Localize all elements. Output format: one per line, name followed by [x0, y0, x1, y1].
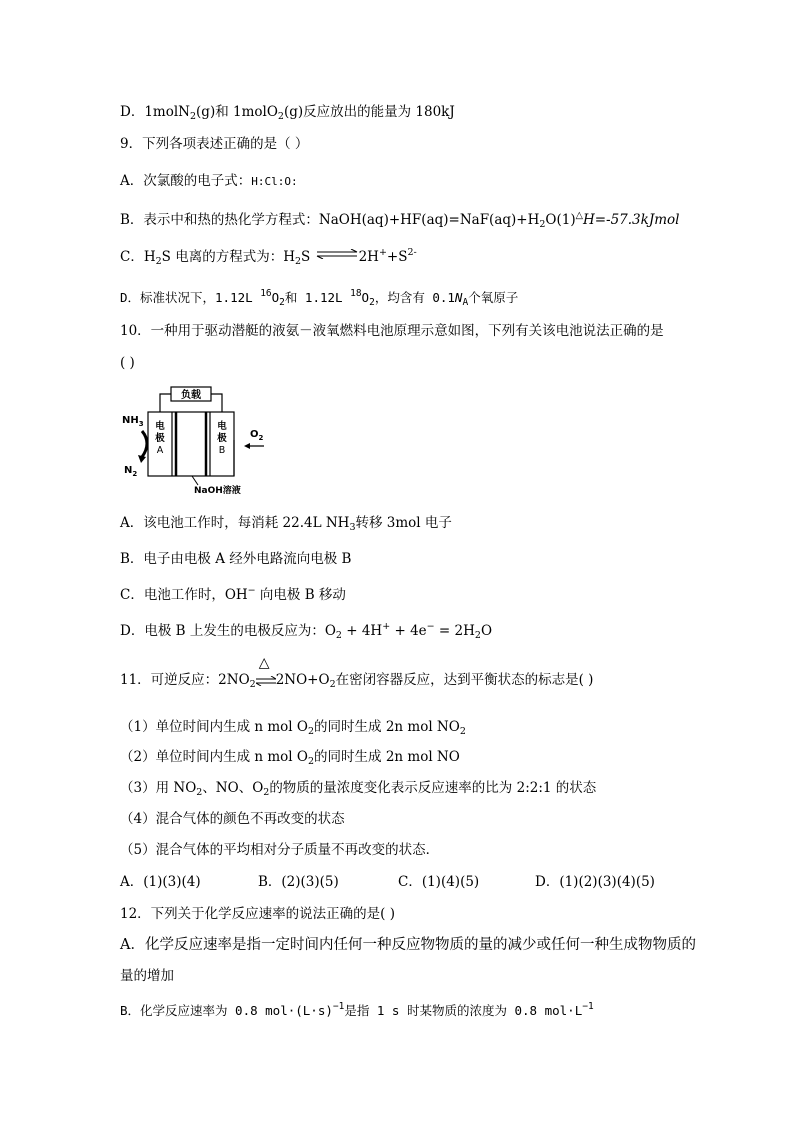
q9-stem: 9．下列各项表述正确的是（ ） — [120, 136, 309, 152]
q8-option-d — [120, 103, 455, 126]
superscript: −1 — [332, 1001, 345, 1012]
superscript: + — [378, 247, 387, 258]
superscript: − — [426, 621, 435, 632]
text: D．1molN — [120, 104, 190, 120]
delta-symbol: △ — [575, 210, 583, 221]
electrode-b-label: 极 — [217, 433, 227, 444]
text: = 2H — [434, 623, 475, 639]
option-d: D．(1)(2)(3)(4)(5) — [535, 874, 655, 890]
superscript: 18 — [350, 288, 362, 299]
subscript: 2 — [249, 679, 256, 690]
text: S — [301, 249, 311, 265]
option-c: C．(1)(4)(5) — [398, 874, 480, 890]
q11-item-2 — [120, 748, 460, 771]
subscript: 2 — [539, 219, 546, 230]
q11-item-1 — [120, 718, 466, 741]
reversible-arrow-icon — [315, 249, 359, 259]
text: + 4e — [390, 623, 427, 639]
subscript: 3 — [349, 522, 356, 533]
q12-option-a-line1: A．化学反应速率是指一定时间内任何一种反应物物质的量的减少或任何一种生成物物质的 — [120, 937, 696, 953]
text: + 4H — [341, 623, 383, 639]
subscript: 2 — [329, 679, 336, 690]
text: B．化学反应速率为 0.8 mol·(L·s) — [120, 1003, 333, 1018]
q12-option-b — [120, 998, 594, 1020]
text: +S — [386, 249, 408, 265]
text: A．次氯酸的电子式： — [120, 173, 252, 189]
q10-option-c — [120, 582, 346, 604]
electrode-a-label: 极 — [155, 433, 165, 444]
text: （1）单位时间内生成 n mol O — [120, 719, 308, 735]
subscript: 2 — [279, 297, 285, 308]
text: C．H — [120, 249, 156, 265]
superscript: + — [382, 621, 391, 632]
subscript: 2 — [459, 726, 466, 737]
q9-option-d — [120, 285, 518, 312]
text: S 电离的方程式为：H — [161, 249, 295, 265]
text: O — [361, 290, 370, 305]
text: 的同时生成 2n mol NO — [314, 719, 460, 735]
flow-arrow-icon — [142, 431, 147, 457]
subscript: 2 — [189, 111, 197, 122]
q10-option-b: B．电子由电极 A 经外电路流向电极 B — [120, 551, 352, 567]
o2-label: $O_2$ — [250, 429, 264, 442]
text: 向电极 B 移动 — [255, 587, 346, 603]
electrode-a-label: A — [156, 445, 164, 456]
q9-option-a — [120, 172, 298, 191]
delta-symbol: △ — [258, 655, 270, 671]
option-a: A．(1)(3)(4) — [120, 874, 201, 890]
nh3-label: $NH_3$ — [122, 415, 144, 428]
fuel-cell-diagram — [118, 385, 278, 497]
q12-stem: 12．下列关于化学反应速率的说法正确的是( ) — [120, 906, 396, 922]
superscript: 16 — [260, 288, 272, 299]
electrode-a-label: 电 — [155, 421, 165, 432]
text: A．该电池工作时，每消耗 22.4L NH — [120, 515, 350, 531]
text: 11．可逆反应：2NO — [120, 672, 250, 688]
text: （2）单位时间内生成 n mol O — [120, 749, 308, 765]
text: O — [271, 290, 280, 305]
superscript: − — [247, 585, 256, 596]
text: C．电池工作时，OH — [120, 587, 248, 603]
text: 2H — [358, 249, 379, 265]
q11-stem — [120, 655, 594, 694]
q10-paren: ( ) — [120, 355, 135, 371]
text: O(1) — [545, 212, 576, 228]
text: B．表示中和热的热化学方程式：NaOH(aq)+HF(aq)=NaF(aq)+H — [120, 212, 540, 228]
text: H=-57.3kJmol — [582, 212, 680, 228]
text: O — [480, 623, 493, 639]
q11-item-5: （5）混合气体的平均相对分子质量不再改变的状态． — [120, 842, 440, 858]
subscript: 2 — [307, 756, 315, 767]
subscript: 2 — [277, 111, 284, 122]
electrode-b-label: B — [218, 445, 226, 456]
load-label: 负载 — [181, 390, 201, 401]
subscript: 2 — [155, 256, 162, 267]
text: D．标准状况下，1.12L — [120, 290, 261, 305]
q10-stem: 10．一种用于驱动潜艇的液氨－液氧燃料电池原理示意如图，下列有关该电池说法正确的是 — [120, 323, 664, 339]
q11-item-4: （4）混合气体的颜色不再改变的状态 — [120, 811, 345, 827]
electron-formula: H:Cl:O: — [251, 175, 298, 188]
subscript: A — [462, 297, 469, 308]
text: (g)反应放出的能量为 180kJ — [283, 104, 455, 120]
text: 的同时生成 2n mol NO — [314, 749, 460, 765]
text: （3）用 NO — [120, 780, 197, 796]
q12-option-a-line2: 量的增加 — [120, 968, 174, 984]
q11-item-3 — [120, 779, 596, 802]
subscript: 2 — [369, 297, 375, 308]
text: 、NO、O — [202, 780, 264, 796]
option-b: B．(2)(3)(5) — [258, 874, 339, 890]
q10-option-a — [120, 514, 452, 537]
q10-option-d — [120, 618, 492, 645]
superscript: 2- — [407, 247, 417, 258]
reversible-arrow-icon — [256, 655, 276, 684]
text: (g)和 1molO — [196, 104, 278, 120]
subscript: 2 — [294, 256, 302, 267]
subscript: 2 — [335, 630, 342, 641]
naoh-label: NaOH溶液 — [194, 486, 241, 496]
text: 在密闭容器反应，达到平衡状态的标志是( ) — [335, 672, 594, 688]
n2-label: $N_2$ — [124, 465, 138, 478]
text: 2NO+O — [275, 672, 330, 688]
subscript: 2 — [474, 630, 481, 641]
text: 个氧原子 — [468, 290, 519, 305]
text: 转移 3mol 电子 — [355, 515, 452, 531]
text: 的物质的量浓度变化表示反应速率的比为 2:2:1 的状态 — [269, 780, 597, 796]
text: 是指 1 s 时某物质的浓度为 0.8 mol·L — [344, 1003, 583, 1018]
subscript: 2 — [196, 787, 203, 798]
q9-option-b — [120, 207, 679, 234]
text: 和 1.12L — [284, 290, 351, 305]
q9-option-c — [120, 244, 417, 271]
electrode-b-label: 电 — [217, 421, 227, 432]
subscript: 2 — [263, 787, 270, 798]
subscript: 2 — [307, 726, 315, 737]
text: ，均含有 0.1 — [374, 290, 455, 305]
text: D．电极 B 上发生的电极反应为：O — [120, 623, 336, 639]
superscript: −1 — [582, 1001, 594, 1012]
text: N — [454, 290, 463, 305]
